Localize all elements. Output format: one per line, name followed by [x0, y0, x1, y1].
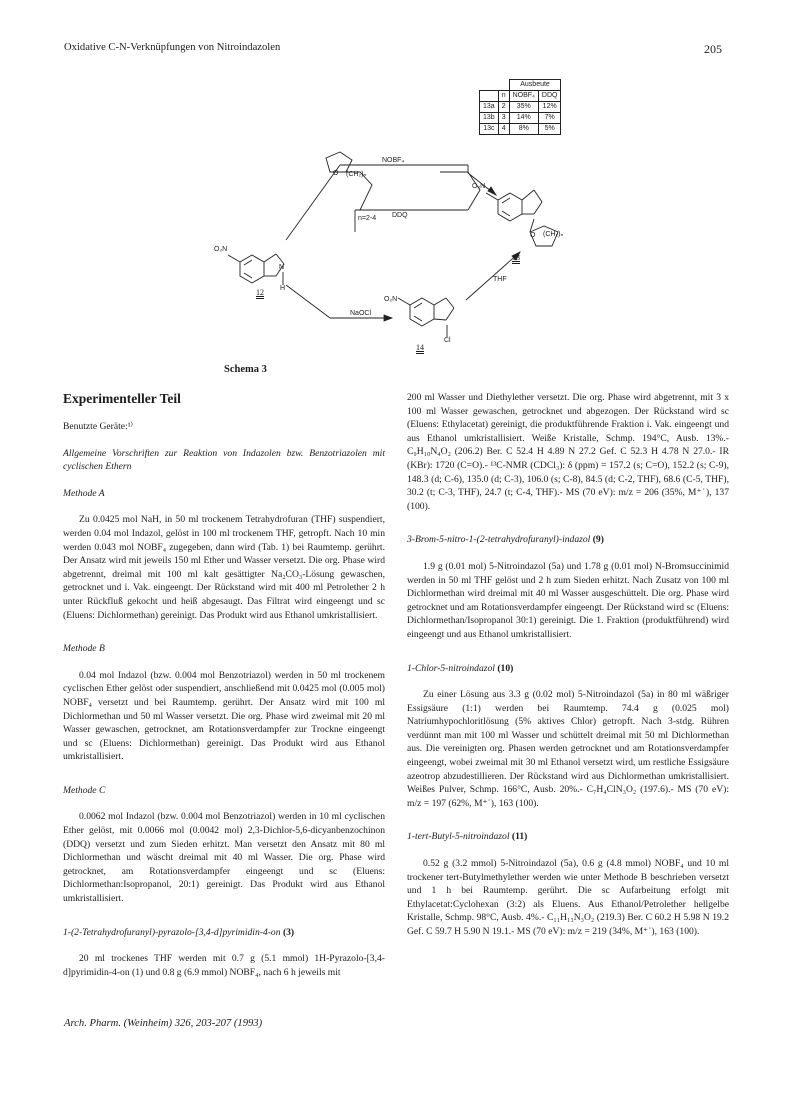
table-cell: 13a [480, 102, 499, 113]
methode-c-text: 0.0062 mol Indazol (bzw. 0.004 mol Benzotriazol) werden in 10 ml cyclischen Ether gelöst, mit 0.0066 mol (0.0042 mol) 2,3-Dichlor-5,6-dicyanbenzochinon (DDQ) versetzt und zum Sieden erhitzt. Man versetzt den Ansatz mit 80 ml Dichlormethan und wäscht dreimal mit 40 ml Wasser. Die org. Phase wird getrocknet, am Rotationsverdampfer eingeengt und sc (Eluens: Dichlormethan:Isopropanol, 20:1) gereinigt. Das Produkt wird aus Ethanol umkristallisiert. [63, 811, 385, 905]
ring-o-label: O [333, 170, 339, 177]
compound-10-number: (10) [497, 662, 514, 674]
scheme-drawing [0, 0, 792, 390]
yield-group-header: Ausbeute [509, 80, 561, 91]
table-cell: 13b [480, 113, 499, 124]
yield-col-header: DDQ [538, 91, 561, 102]
table-cell: 4 [498, 124, 509, 135]
compound-11-heading [407, 830, 729, 844]
compound-3-text: 20 ml trockenes THF werden mit 0.7 g (5.1 mmol) 1H-Pyrazolo-[3,4-d]pyrimidin-4-on (1) und 0.8 g (6.9 mmol) NOBF₄, nach 6 h jeweils mit [63, 953, 385, 978]
reaction-scheme [0, 0, 792, 390]
compound-13-label: 13 [512, 253, 520, 262]
reagent-nobf4-label: NOBF₄ [382, 157, 405, 164]
compound-11-number: (11) [511, 831, 528, 843]
table-cell: 12% [538, 102, 561, 113]
running-title: Oxidative C-N-Verknüpfungen von Nitroindazolen [64, 42, 281, 53]
table-row [480, 102, 561, 113]
compound-3-number: (3) [282, 926, 295, 938]
table-cell: 3 [498, 113, 509, 124]
compound-10-heading [407, 662, 729, 676]
compound-11-text: 0.52 g (3.2 mmol) 5-Nitroindazol (5a), 0.6 g (4.8 mmol) NOBF₄ und 10 ml trockener tert-Butylmethylether werden wie unter Methode B beschrieben versetzt und 1 h bei Raumtemp. gerührt. Die sc Aufarbeitung erfolgt mit Ethylacetat:Cyclohexan (3:2) als Eluens. Aus Ethanol/Petrolether hellgelbe Kristalle, Schmp. 98°C, Ausb. 4%.- C₁₁H₁₃N₃O₂ (219.3) Ber. C 60.2 H 5.98 N 19.2 Gef. C 59.7 H 5.90 N 19.1.- MS (70 eV): m/z = 219 (34%, M⁺˙), 163 (100). [407, 858, 729, 937]
cl-label-14: Cl [444, 337, 451, 344]
table-row [480, 124, 561, 135]
o2n-label-13: O₂N [472, 183, 486, 190]
n-label-12: N [279, 264, 285, 271]
yield-col-header: NOBF₄ [509, 91, 538, 102]
compound-12-label: 12 [256, 288, 264, 297]
left-column [63, 391, 385, 979]
methode-b-title: Methode B [63, 643, 105, 655]
compound-14-label: 14 [416, 343, 424, 352]
table-cell: 2 [498, 102, 509, 113]
reagent-thf-label: THF [493, 276, 507, 283]
reagent-ddq-label: DDQ [392, 212, 408, 219]
compound-3-heading [63, 926, 385, 940]
methode-b-text: 0.04 mol Indazol (bzw. 0.004 mol Benzotriazol) werden in 50 ml trockenem cyclischen Ether gelöst oder suspendiert, anschließend mit 0.0425 mol (0.005 mol) NOBF₄ versetzt und bei Raumtemp. gerührt. Der Ansatz wird mit 100 ml Dichlormethan und 50 ml Wasser versetzt. Die org. Phase wird zweimal mit 20 ml Wasser gewaschen, getrocknet, am Rotationsverdampfer zur Trockne eingeengt und sc (Eluens: Dichlormethan) gereinigt. Das Produkt wird aus Ethanol umkristallisiert. [63, 669, 385, 763]
ring-ch2n-label: (CH₂)ₙ [346, 171, 367, 178]
journal-citation: Arch. Pharm. (Weinheim) 326, 203-207 (1993) [64, 1018, 263, 1029]
compound-3-continued-text: 200 ml Wasser und Diethylether versetzt. Die org. Phase wird abgetrennt, mit 3 x 100 ml Wasser gewaschen, getrocknet und abgezogen. Der Rückstand wird sc (Eluens: Ethylacetat) gereinigt, die produktführende Fraktion i. Vak. eingeengt und aus Ethanol umkristallisiert. Weiße Kristalle, Schmp. 194°C, Ausb. 13%.- C₉H₁₀N₄O₂ (206.2) Ber. C 52.4 H 4.89 N 27.2 Gef. C 52.3 H 4.78 N 27.0.- IR (KBr): 1720 (C=O).- ¹³C-NMR (CDCl₃): δ (ppm) = 157.2 (s; C=O), 152.2 (s; C-9), 148.3 (d; C-6), 135.0 (d; C-3), 106.0 (s; C-8), 84.5 (d; C-2, THF), 68.6 (C-5, THF), 30.2 (t; C-3, THF), 24.7 (t; C-4, THF).- MS (70 eV): m/z = 206 (35%, M⁺˙), 137 (100). [407, 392, 729, 512]
geraete-note: Benutzte Geräte:¹⁾ [63, 421, 133, 432]
table-cell: 35% [509, 102, 538, 113]
table-cell: 7% [538, 113, 561, 124]
compound-9-heading [407, 533, 729, 547]
o2n-label-14: O₂N [384, 296, 398, 303]
page-number: 205 [704, 42, 722, 56]
methode-a-text: Zu 0.0425 mol NaH, in 50 ml trockenem Tetrahydrofuran (THF) suspendiert, werden 0.04 mol Indazol, gelöst in 100 ml trockenem THF, getropft. Nach 10 min werden 0.043 mol NOBF₄ zugegeben, dann wird (Tab. 1) bei Raumtemp. gerührt. Der Ansatz wird mit jeweils 150 ml Ether und Wasser versetzt. Die org. Phase wird abgetrennt, dreimal mit 100 ml kalt gesättigter Na₂CO₃-Lösung gewaschen, getrocknet und i. Vak. eingeengt. Der Rückstand wird mit 400 ml Petrolether 2 h unter Rückfluß gekocht und heiß abgesaugt. Das Filtrat wird eingeengt und sc (Eluens: Dichlormethan) gereinigt. Das Produkt wird aus Ethanol umkristallisiert. [63, 514, 385, 621]
o2n-label-12: O₂N [214, 246, 228, 253]
table-cell: 5% [538, 124, 561, 135]
table-cell: 14% [509, 113, 538, 124]
n-range-label: n=2-4 [358, 215, 377, 222]
compound-3-title: 1-(2-Tetrahydrofuranyl)-pyrazolo-[3,4-d]pyrimidin-4-on [63, 926, 281, 938]
compound-9-number: (9) [592, 534, 604, 546]
compound-9-title: 3-Brom-5-nitro-1-(2-tetrahydrofuranyl)-indazol [407, 534, 591, 546]
compound-11-title: 1-tert-Butyl-5-nitroindazol [407, 831, 510, 843]
table-row [480, 113, 561, 124]
methode-c-title: Methode C [63, 784, 106, 796]
compound-9-text: 1.9 g (0.01 mol) 5-Nitroindazol (5a) und 1.78 g (0.01 mol) N-Bromsuccinimid werden in 50 ml THF gelöst und 2 h zum Sieden erhitzt. Nach Zusatz von 100 ml Dichlormethan wird dreimal mit 40 ml Wasser ausgeschüttelt. Die org. Phase wird getrocknet und am Rotationsverdampfer eingeengt. Der Rückstand wird sc (Eluens: Dichlormethan/Isopropanol 30:1) gereinigt. Die 1. Fraktion (produktführend) wird eingeengt und aus Ethanol umkristallisiert. [407, 560, 729, 640]
ring-ch2n-label-13: (CH₂)ₙ [543, 231, 564, 238]
table-cell: 8% [509, 124, 538, 135]
general-procedures-title: Allgemeine Vorschriften zur Reaktion von Indazolen bzw. Benzotriazolen mit cyclischen Ethern [63, 447, 385, 473]
yield-col-header [480, 91, 499, 102]
section-title: Experimenteller Teil [63, 391, 181, 406]
right-column [407, 391, 729, 939]
h-label-12: H [280, 285, 286, 292]
yield-col-header: n [498, 91, 509, 102]
reagent-naocl-label: NaOCl [350, 310, 372, 317]
compound-10-title: 1-Chlor-5-nitroindazol [407, 662, 495, 674]
table-cell: 13c [480, 124, 499, 135]
yield-table [479, 79, 561, 135]
methode-a-title: Methode A [63, 487, 105, 499]
ring-o-label-13: O [530, 232, 536, 239]
compound-10-text: Zu einer Lösung aus 3.3 g (0.02 mol) 5-Nitroindazol (5a) in 80 ml wäßriger Essigsäure (1:1) werden bei Raumtemp. 74.4 g (0.025 mol) Natriumhypochloritlösung (5% aktives Chlor) getropft. Nach 3-stdg. Rühren verdünnt man mit 100 ml Wasser und schüttelt dreimal mit 50 ml Dichlormethan aus. Die vereinigten org. Phasen werden getrocknet und am Rotationsverdampfer eingeengt, wobei zweimal mit 30 ml Ethanol versetzt wird, um restliche Essigsäure azeotrop abzudestillieren. Der Rückstand wird aus Dichlormethan umkristallisiert. Weißes Pulver, Schmp. 166°C, Ausb. 20%.- C₇H₄ClN₃O₂ (197.6).- MS (70 eV): m/z = 197 (62%, M⁺˙), 163 (100). [407, 689, 729, 809]
scheme-caption: Schema 3 [224, 364, 267, 375]
